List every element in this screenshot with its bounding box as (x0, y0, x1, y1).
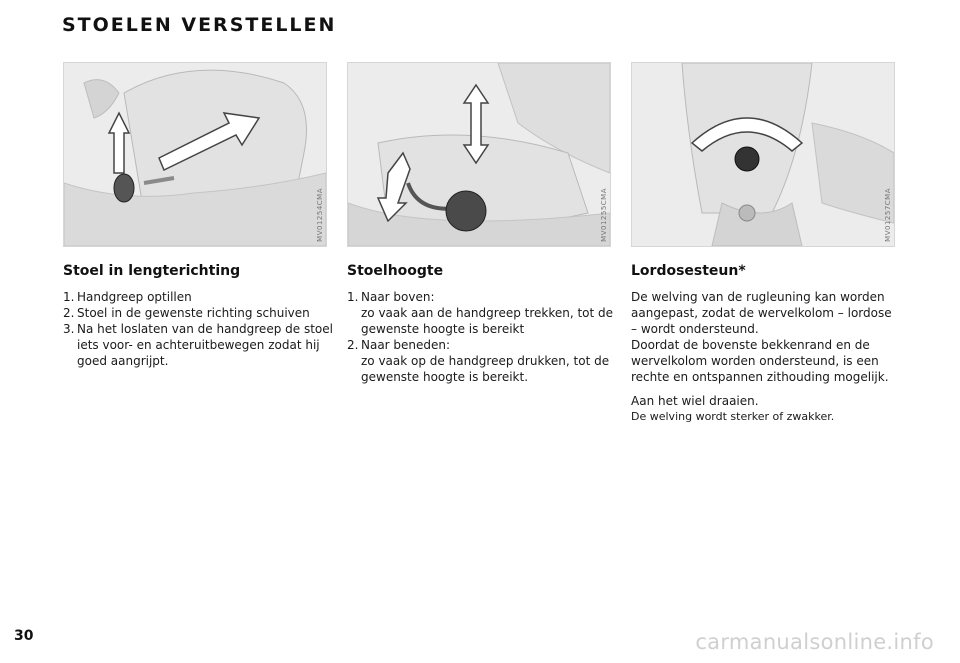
steps-list (347, 289, 617, 385)
section-seat-height (347, 263, 617, 385)
paragraph: Aan het wiel draaien. (631, 394, 759, 408)
paragraph: Doordat de bovenste bekkenrand en de wervelkolom worden ondersteund, is een rechte en ontspannen zithouding mogelijk. (631, 338, 889, 384)
figure-lumbar (631, 62, 895, 247)
page-number: 30 (14, 628, 34, 644)
watermark: carmanualsonline.info (695, 630, 934, 654)
steps-list (63, 289, 333, 369)
list-item: 1. Handgreep optillen (63, 290, 192, 304)
section-lumbar (631, 263, 901, 431)
paragraph: De welving van de rugleuning kan worden aangepast, zodat de wervelkolom – lordose – wordt ondersteund. (631, 290, 892, 336)
list-item: 3. Na het loslaten van de handgreep de stoel iets voor- en achteruitbewegen zodat hij goed aangrijpt. (63, 322, 333, 368)
figure-code: MV01255CMA (600, 188, 608, 242)
list-item: 2. Naar beneden: zo vaak op de handgreep drukken, tot de gewenste hoogte is bereikt. (347, 338, 610, 384)
lumbar-illustration (632, 63, 894, 246)
figure-seat-length (63, 62, 327, 247)
section-heading: Stoelhoogte (347, 263, 444, 279)
figure-code: MV01254CMA (316, 188, 324, 242)
list-item: 2. Stoel in de gewenste richting schuiven (63, 306, 310, 320)
seat-length-illustration (64, 63, 326, 246)
figure-code: MV01257CMA (884, 188, 892, 242)
seat-height-illustration (348, 63, 610, 246)
page-title: STOELEN VERSTELLEN (62, 14, 337, 36)
figure-seat-height (347, 62, 611, 247)
list-item: 1. Naar boven: zo vaak aan de handgreep trekken, tot de gewenste hoogte is bereikt (347, 290, 614, 336)
paragraph: De welving wordt sterker of zwakker. (631, 410, 835, 423)
section-seat-length (63, 263, 333, 369)
section-heading: Stoel in lengterichting (63, 263, 241, 279)
section-heading: Lordosesteun* (631, 263, 746, 279)
